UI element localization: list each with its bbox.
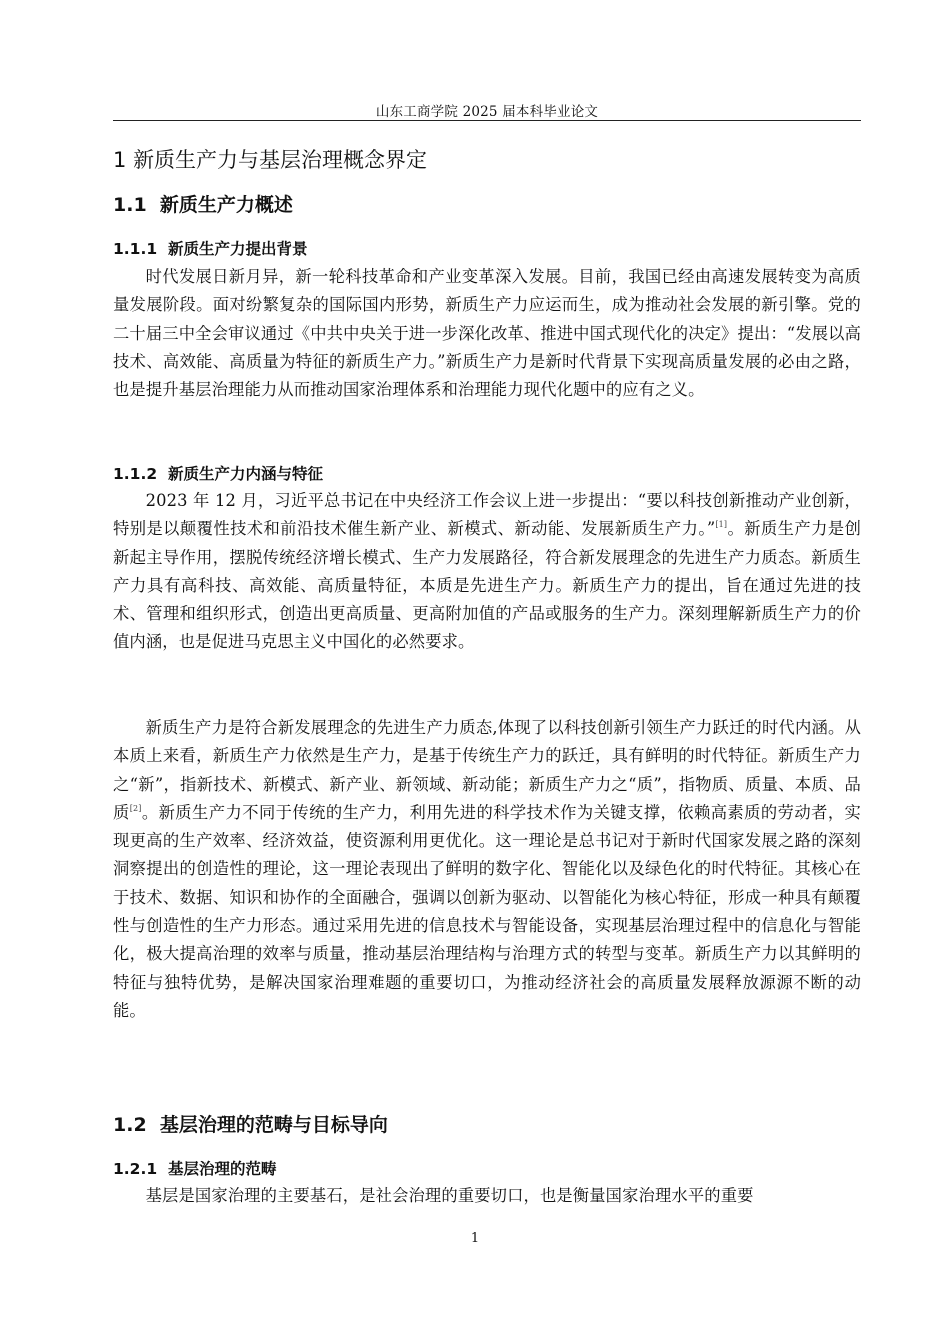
paragraph-text: 。新质生产力不同于传统的生产力，利用先进的科学技术作为关键支撑，依赖高素质的劳动者，实现更高的生产效率、经济效益，使资源利用更优化。这一理论是总书记对于新时代国家发展之路的深刻洞察提出的创造性的理论，这一理论表现出了鲜明的数字化、智能化以及绿色化的时代特征。其核心在于技术、数据、知识和协作的全面融合，强调以创新为驱动、以智能化为核心特征，形成一种具有颠覆性与创造性的生产力形态。通过采用先进的信息技术与智能设备，实现基层治理过程中的信息化与智能化，极大提高治理的效率与质量，推动基层治理结构与治理方式的转型与变革。新质生产力以其鲜明的特征与独特优势，是解决国家治理难题的重要切口，为推动经济社会的高质量发展释放源源不断的动能。: [113, 802, 861, 1020]
paragraph-text: 。新质生产力是创新起主导作用，摆脱传统经济增长模式、生产力发展路径，符合新发展理念的先进生产力质态。新质生产力具有高科技、高效能、高质量特征，本质是先进生产力。新质生产力的提出，旨在通过先进的技术、管理和组织形式，创造出更高质量、更高附加值的产品或服务的生产力。深刻理解新质生产力的价值内涵，也是促进马克思主义中国化的必然要求。: [113, 519, 861, 652]
section-title: 新质生产力概述: [159, 194, 293, 216]
chapter-title: 新质生产力与基层治理概念界定: [133, 148, 428, 172]
subsection-title: 基层治理的范畴: [167, 1160, 277, 1178]
paragraph-background: 时代发展日新月异，新一轮科技革命和产业变革深入发展。目前，我国已经由高速发展转变为高质量发展阶段。面对纷繁复杂的国际国内形势，新质生产力应运而生，成为推动社会发展的新引擎。党的二十届三中全会审议通过《中共中央关于进一步深化改革、推进中国式现代化的决定》提出：“发展以高技术、高效能、高质量为特征的新质生产力。”新质生产力是新时代背景下实现高质量发展的必由之路，也是提升基层治理能力从而推动国家治理体系和治理能力现代化题中的应有之义。: [113, 267, 861, 400]
subsection-title: 新质生产力内涵与特征: [167, 465, 323, 483]
paragraph-text: 新质生产力是符合新发展理念的先进生产力质态,体现了以科技创新引领生产力跃迁的时代内涵。从本质上来看，新质生产力依然是生产力，是基于传统生产力的跃迁，具有鲜明的时代特征。新质生产力之“新”，指新技术、新模式、新产业、新领域、新动能；新质生产力之“质”，指物质、质量、本质、品质: [113, 718, 861, 822]
subsection-number: 1.2.1: [113, 1160, 158, 1178]
subsection-heading-1-2-1: [113, 1157, 276, 1179]
section-title: 基层治理的范畴与目标导向: [159, 1114, 388, 1136]
citation-ref-2[interactable]: [2]: [129, 803, 142, 813]
paragraph-scope: 基层是国家治理的主要基石，是社会治理的重要切口，也是衡量国家治理水平的重要: [145, 1186, 754, 1205]
paragraph-connotation: [113, 487, 861, 657]
section-number: 1.1: [113, 194, 147, 216]
subsection-number: 1.1.1: [113, 240, 158, 258]
section-number: 1.2: [113, 1114, 147, 1136]
subsection-heading-1-1-2: [113, 462, 323, 484]
subsection-title: 新质生产力提出背景: [167, 240, 308, 258]
running-header: 山东工商学院 2025 届本科毕业论文: [375, 104, 599, 120]
section-heading-1-1: [113, 190, 293, 217]
subsection-number: 1.1.2: [113, 465, 158, 483]
chapter-heading: [113, 144, 427, 174]
citation-ref-1[interactable]: [1]: [715, 520, 728, 530]
paragraph-text: 2023 年 12 月，习近平总书记在中央经济工作会议上进一步提出：“要以科技创新推动产业创新，特别是以颠覆性技术和前沿技术催生新产业、新模式、新动能、发展新质生产力。”: [113, 491, 861, 539]
page-number: 1: [470, 1231, 480, 1246]
paragraph-characteristics: [113, 714, 861, 1025]
subsection-heading-1-1-1: [113, 237, 307, 259]
chapter-number: 1: [113, 148, 127, 172]
section-heading-1-2: [113, 1110, 388, 1137]
header-rule: [113, 120, 861, 121]
